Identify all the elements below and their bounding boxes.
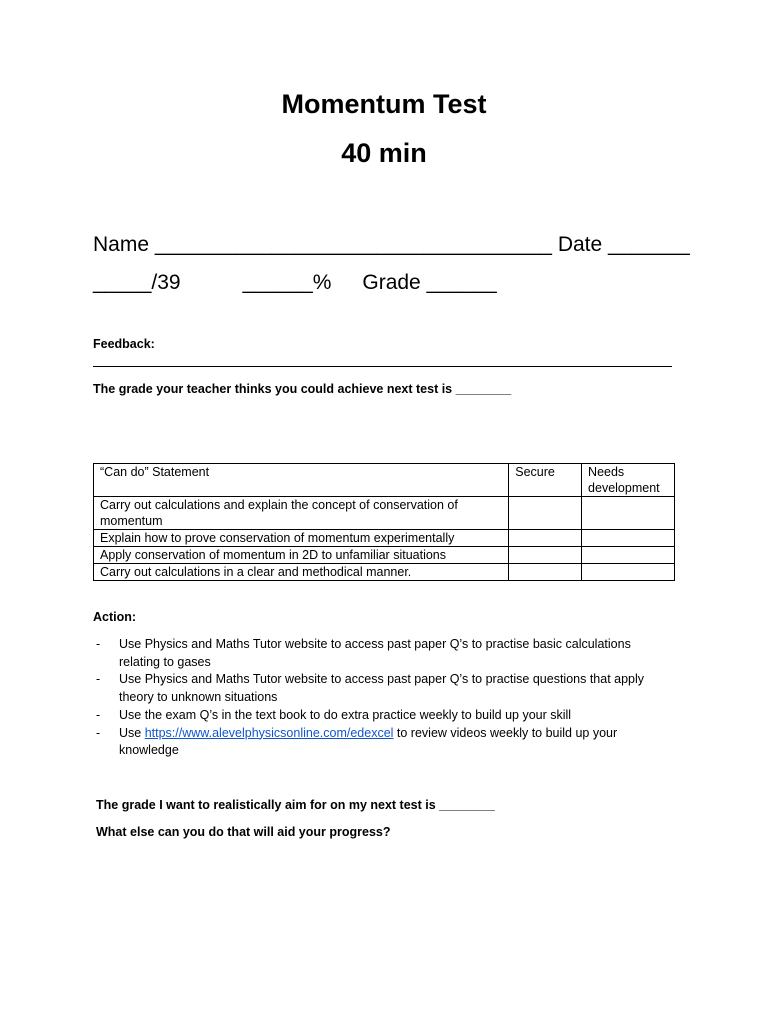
- action-text: Use Physics and Maths Tutor website to access past paper Q’s to practise questions that apply theory to unknown situations: [119, 672, 645, 705]
- list-item: [93, 671, 673, 706]
- bullet-dash: -: [96, 637, 101, 651]
- grade-label: Grade: [362, 271, 421, 294]
- secure-cell[interactable]: [509, 564, 582, 581]
- table-row: [94, 530, 675, 547]
- list-item: [93, 725, 673, 760]
- action-text: Use the exam Q’s in the text book to do extra practice weekly to build up your skill: [119, 707, 572, 722]
- table-row: [94, 564, 675, 581]
- name-date-line: [93, 233, 690, 257]
- secure-cell[interactable]: [509, 530, 582, 547]
- action-text: Use Physics and Maths Tutor website to access past paper Q’s to practise basic calculations relating to gases: [119, 637, 631, 669]
- needs-development-cell[interactable]: [582, 497, 675, 530]
- score-line: [93, 271, 497, 295]
- statement-cell: Explain how to prove conservation of momentum experimentally: [94, 530, 509, 547]
- name-label: Name: [93, 233, 150, 256]
- header-needs-development: Needs development: [582, 464, 675, 497]
- feedback-line: [93, 366, 672, 367]
- table-row: [94, 547, 675, 564]
- action-text-suffix: to review videos weekly to build up your knowledge: [119, 725, 618, 758]
- statement-cell: Apply conservation of momentum in 2D to unfamiliar situations: [94, 547, 509, 564]
- action-label: Action:: [93, 610, 137, 624]
- page-title: Momentum Test: [281, 89, 487, 119]
- can-do-table: [93, 463, 675, 581]
- secure-cell[interactable]: [509, 547, 582, 564]
- percent-sign: %: [312, 271, 332, 294]
- table-row: [94, 497, 675, 530]
- progress-question: What else can you do that will aid your progress?: [96, 825, 391, 839]
- score-blank: _____: [93, 271, 152, 294]
- physics-online-link[interactable]: https://www.alevelphysicsonline.com/edexcel: [144, 725, 394, 740]
- action-list: [93, 636, 673, 760]
- table-header-row: [94, 464, 675, 497]
- score-total: /39: [151, 271, 181, 294]
- needs-development-cell[interactable]: [582, 547, 675, 564]
- aim-grade-statement: The grade I want to realistically aim for on my next test is ________: [96, 798, 495, 812]
- header-secure: Secure: [509, 464, 582, 497]
- date-blank: _______: [608, 233, 690, 256]
- header-statement: “Can do” Statement: [94, 464, 509, 497]
- grade-blank: ______: [426, 271, 497, 294]
- feedback-label: Feedback:: [93, 337, 155, 351]
- test-duration: 40 min: [341, 138, 427, 168]
- list-item: [93, 707, 673, 725]
- action-text-prefix: Use: [119, 725, 145, 740]
- needs-development-cell[interactable]: [582, 530, 675, 547]
- statement-cell: Carry out calculations and explain the concept of conservation of momentum: [94, 497, 509, 530]
- bullet-dash: -: [96, 707, 101, 722]
- teacher-grade-statement: The grade your teacher thinks you could achieve next test is ________: [93, 382, 512, 396]
- bullet-dash: -: [96, 725, 101, 740]
- date-label: Date: [557, 233, 603, 256]
- secure-cell[interactable]: [509, 497, 582, 530]
- list-item: [93, 636, 673, 671]
- name-blank: __________________________________: [154, 233, 552, 256]
- bullet-dash: -: [96, 672, 101, 687]
- percent-blank: ______: [242, 271, 313, 294]
- needs-development-cell[interactable]: [582, 564, 675, 581]
- statement-cell: Carry out calculations in a clear and methodical manner.: [94, 564, 509, 581]
